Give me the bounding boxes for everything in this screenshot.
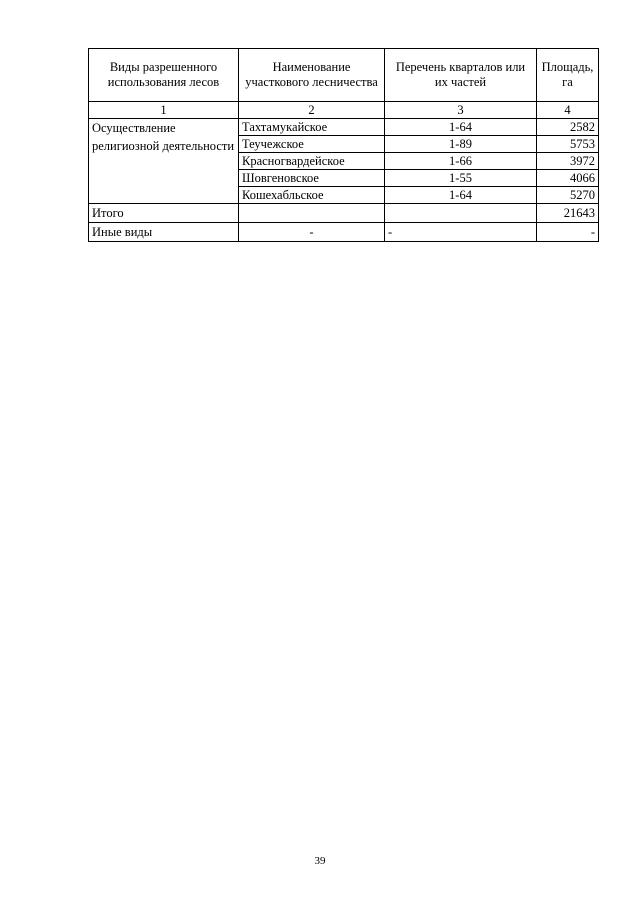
other-forestry: - <box>239 223 385 242</box>
total-area: 21643 <box>537 204 599 223</box>
forestry-cell: Тахтамукайское <box>239 119 385 136</box>
quarters-cell: 1-66 <box>385 153 537 170</box>
column-number: 4 <box>537 102 599 119</box>
area-cell: 3972 <box>537 153 599 170</box>
area-cell: 5270 <box>537 187 599 204</box>
area-cell: 5753 <box>537 136 599 153</box>
area-cell: 4066 <box>537 170 599 187</box>
use-type-cell: Осуществление религиозной деятельности <box>89 119 239 204</box>
table-row <box>89 119 599 136</box>
quarters-cell: 1-64 <box>385 119 537 136</box>
other-uses-row <box>89 223 599 242</box>
header-row <box>89 49 599 102</box>
page-number: 39 <box>314 855 326 867</box>
column-number: 1 <box>89 102 239 119</box>
other-quarters: - <box>385 223 537 242</box>
column-number-row <box>89 102 599 119</box>
column-number: 3 <box>385 102 537 119</box>
quarters-cell: 1-64 <box>385 187 537 204</box>
quarters-cell: 1-89 <box>385 136 537 153</box>
other-label: Иные виды <box>89 223 239 242</box>
header-area: Площадь, га <box>537 49 599 102</box>
header-quarters: Перечень кварталов или их частей <box>385 49 537 102</box>
header-forestry: Наименование участкового лесничества <box>239 49 385 102</box>
forestry-cell: Теучежское <box>239 136 385 153</box>
forestry-cell: Кошехабльское <box>239 187 385 204</box>
forestry-cell: Красногвардейское <box>239 153 385 170</box>
total-quarters <box>385 204 537 223</box>
total-row <box>89 204 599 223</box>
header-use-type: Виды разрешенного использования лесов <box>89 49 239 102</box>
quarters-cell: 1-55 <box>385 170 537 187</box>
area-cell: 2582 <box>537 119 599 136</box>
other-area: - <box>537 223 599 242</box>
forest-use-table <box>88 48 599 242</box>
total-label: Итого <box>89 204 239 223</box>
total-forestry <box>239 204 385 223</box>
forestry-cell: Шовгеновское <box>239 170 385 187</box>
column-number: 2 <box>239 102 385 119</box>
